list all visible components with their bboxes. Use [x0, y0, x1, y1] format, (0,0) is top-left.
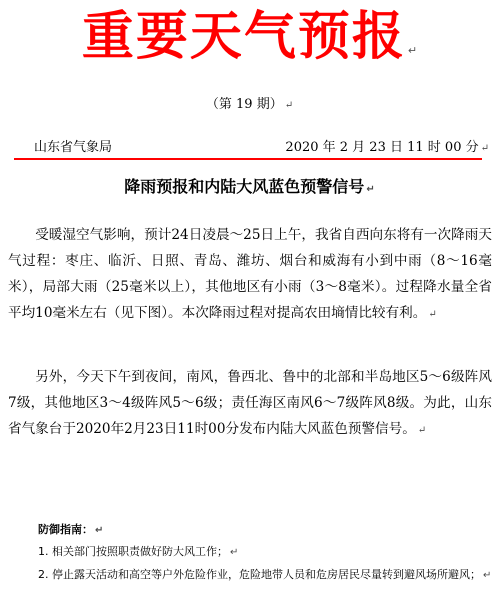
body-paragraph-text: 受暖湿空气影响，预计24日凌晨～25日上午，我省自西向东将有一次降雨天气过程：枣庄、临沂、日照、青岛、潍坊、烟台和威海有小到中雨（8～16毫米），局部大雨（25毫米以上），其他地区有小雨（3～8毫米）。过程降水量全省平均10毫米左右（见下图）。本次降雨过程对提高农田墒情比较有利。	[8, 227, 492, 321]
red-header-rule	[14, 158, 482, 160]
paragraph-mark-icon: ↵	[284, 100, 294, 111]
paragraph-mark-icon: ↵	[366, 184, 375, 195]
guidance-title-text: 防御指南：	[38, 523, 93, 536]
guidance-item-text: 2. 停止露天活动和高空等户外危险作业，危险地带人员和危房居民尽量转到避风场所避风；	[38, 568, 481, 581]
paragraph-mark-icon: ↵	[428, 309, 437, 320]
paragraph-mark-icon: ↵	[417, 425, 427, 436]
body-paragraph	[8, 364, 492, 444]
bulletin-masthead	[0, 2, 499, 86]
body-paragraph-text: 另外，今天下午到夜间，南风，鲁西北、鲁中的北部和半岛地区5～6级阵风7级，其他地区3～4级阵风5～6级；责任海区南风6～7级阵风8级。为此，山东省气象台于2020年2月23日11时00分发布内陆大风蓝色预警信号。	[8, 369, 492, 437]
paragraph-mark-icon: ↵	[480, 143, 489, 154]
issue-datetime	[285, 139, 489, 158]
issuer-name: 山东省气象局	[34, 140, 113, 155]
body-paragraph	[8, 222, 492, 328]
issue-number-text: （第 19 期）	[205, 97, 283, 112]
guidance-title	[38, 522, 103, 539]
paragraph-mark-icon: ↵	[483, 570, 492, 581]
issue-datetime-text: 2020 年 2 月 23 日 11 时 00 分	[285, 140, 479, 155]
document-title	[0, 176, 499, 201]
paragraph-mark-icon: ↵	[230, 547, 239, 558]
guidance-item-text: 1. 相关部门按照职责做好防大风工作；	[38, 545, 228, 558]
guidance-item	[38, 564, 496, 586]
document-title-text: 降雨预报和内陆大风蓝色预警信号	[124, 177, 365, 196]
issue-number	[0, 96, 499, 115]
paragraph-mark-icon: ↵	[407, 44, 418, 57]
guidance-item	[38, 541, 496, 563]
masthead-text: 重要天气预报	[81, 7, 406, 67]
paragraph-mark-icon: ↵	[95, 525, 104, 536]
